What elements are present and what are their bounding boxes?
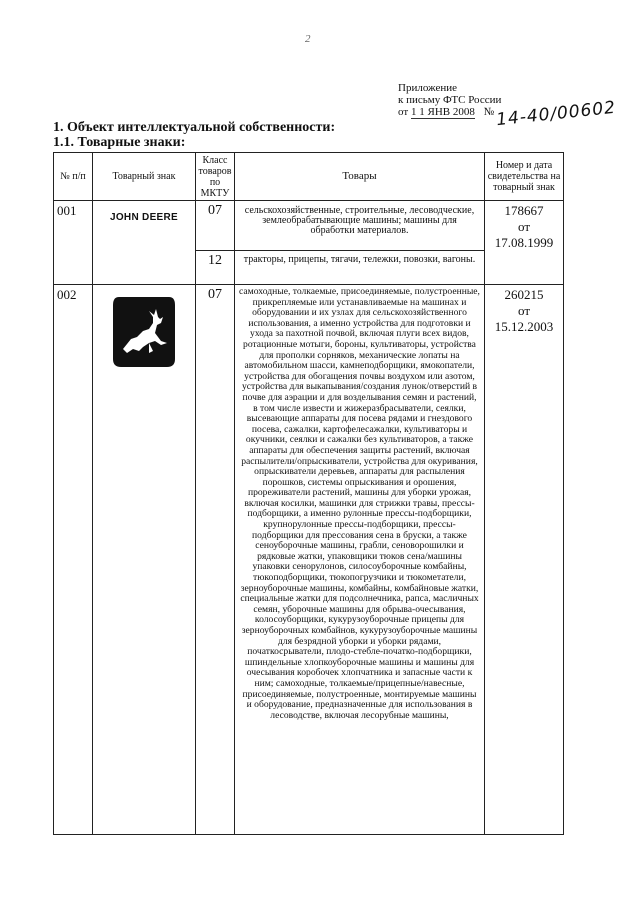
certificate-number: 178667 — [504, 203, 544, 218]
deer-logo-icon — [109, 293, 179, 371]
appendix-number-prefix: № — [483, 106, 495, 118]
table-row — [54, 285, 564, 835]
appendix-letter-ref: к письму ФТС России — [398, 94, 502, 106]
trademark-cell — [93, 201, 196, 285]
table-header-row — [54, 153, 564, 201]
section-heading: 1. Объект интеллектуальной собственности: — [53, 120, 336, 135]
certificate-number: 260215 — [504, 287, 544, 302]
trademark-wordmark: JOHN DEERE — [109, 212, 178, 223]
class-number: 07 — [196, 285, 235, 835]
certificate-cell — [485, 285, 564, 835]
row-number: 002 — [54, 285, 93, 835]
row-number: 001 — [54, 201, 93, 285]
trademark-cell — [93, 285, 196, 835]
certificate-date: 15.12.2003 — [494, 319, 554, 334]
header-num: № п/п — [54, 153, 93, 201]
goods-description: тракторы, прицепы, тягачи, тележки, повозки, вагоны. — [235, 251, 485, 285]
appendix-title: Приложение — [398, 82, 458, 94]
certificate-cell — [485, 201, 564, 285]
subsection-heading: 1.1. Товарные знаки: — [53, 135, 186, 150]
goods-description: сельскохозяйственные, строительные, лесоводческие, землеобрабатывающие машины; машины для обработки материалов. — [235, 201, 485, 251]
header-goods: Товары — [235, 153, 485, 201]
header-class: Класс товаров по МКТУ — [196, 153, 235, 201]
class-number: 12 — [196, 251, 235, 285]
certificate-date: 17.08.1999 — [494, 235, 554, 250]
trademarks-table — [53, 152, 564, 835]
header-cert: Номер и дата свидетельства на товарный знак — [485, 153, 564, 201]
certificate-from: от — [517, 219, 530, 234]
certificate-from: от — [517, 303, 530, 318]
table-row — [54, 201, 564, 251]
header-mark: Товарный знак — [93, 153, 196, 201]
handwritten-number: 14-40/00602 — [495, 97, 617, 131]
appendix-date-line — [398, 106, 501, 119]
goods-description: самоходные, толкаемые, присоединяемые, полустроенные, прикрепляемые или устанавливаемые на машинах и оборудовании и их узлах для сельскохозяйственного использования, а именно устройства для подготовки и ухода за пахотной почвой, включая плуги всех видов, ротационные мотыги, бороны, культиваторы, устройства для прополки сорняков, механические лопаты на автомобильном шасси, камнеподборщики, ямокопатели, устройства для обогащения почвы воздухом или азотом, устройства для выкапывания/создания лунок/отверстий в почве для аэрации и для возделывания семян и растений, в том числе извести и жижеразбрасыватели, сеялки, высевающие аппараты для посева рядами и гнездового посева, сажалки, картофелесажалки, культиваторы и окучники, сеялки и сажалки без культиваторов, а также аппараты для обеспечения защиты растений, включая распылители/опрыскиватели, устройства для окуривания, опрыскиватели деревьев, аппараты для распыления порошков, системы опрыскивания и орошения, прореживатели растений, машины для уборки урожая, включая косилки, машинки для стрижки травы, прессы-подборщики, а именно рулонные прессы-подборщики, крупнорулонные прессы-подборщики, прессы-подборщики для прессования сена в бруски, а также сеноуборочные машины, грабли, сеноворошилки и рядковые жатки, упаковщики тюков сена/машины упаковки сенорулонов, силосоуборочные комбайны, тюкоподборщики, тюкопогрузчики и тюкометатели, зерноуборочные машины, комбайны, комбайновые жатки, специальные жатки для подсолнечника, рапса, масличных семян, уборочные машины для обрыва-очесывания, колосоуборщики, кукурузоуборочные прицепы для зерноуборочных комбайнов, кукурузоуборочные машины для безрядной уборки и уборки рядами, початкосрыватели, плодо-стебле-початко-подборщики, шпиндельные хлопкоуборочные машины и машины для очесывания коробочек хлопчатника и запасные части к ним; самоходные, толкаемые/прицепные/навесные, присоединяемые, полустроенные, монтируемые машины и оборудование, предназначенные для использования в лесоводстве, включая лесорубные машины, — [235, 285, 485, 835]
appendix-block — [398, 82, 501, 119]
class-number: 07 — [196, 201, 235, 251]
appendix-date: 1 1 ЯНВ 2008 — [410, 106, 475, 118]
appendix-from-prefix: от — [398, 106, 409, 118]
page-number: 2 — [305, 33, 311, 45]
